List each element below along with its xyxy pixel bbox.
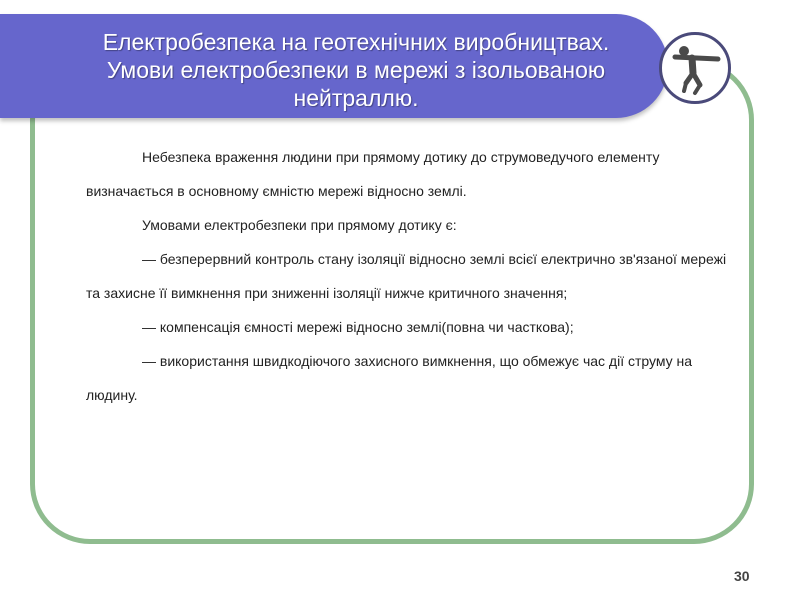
slide-body [86, 140, 736, 412]
exercising-figure-icon [662, 35, 728, 101]
paragraph-5: — використання швидкодіючого захисного вимкнення, що обмежує час дії струму на людину. [86, 353, 693, 403]
title-banner [0, 14, 668, 118]
logo [659, 32, 731, 104]
paragraph-3: — безперервний контроль стану ізоляції відносно землі всієї електрично зв'язаної мережі та захисне її вимкнення при зниженні ізоляції нижче критичного значення; [86, 251, 727, 301]
page-number: 30 [734, 568, 750, 584]
paragraph-1: Небезпека враження людини при прямому дотику до струмоведучого елементу визначається в основному ємністю мережі відносно землі. [86, 149, 660, 199]
title-line-3: нейтраллю. [293, 85, 419, 111]
paragraph-2: Умовами електробезпеки при прямому дотику є: [142, 217, 457, 233]
title-line-2: Умови електробезпеки в мережі з ізольованою [106, 57, 606, 83]
title-line-1: Електробезпека на геотехнічних виробництвах. [102, 29, 610, 55]
paragraph-4: — компенсація ємності мережі відносно землі(повна чи часткова); [142, 319, 574, 335]
slide-title [60, 28, 652, 112]
